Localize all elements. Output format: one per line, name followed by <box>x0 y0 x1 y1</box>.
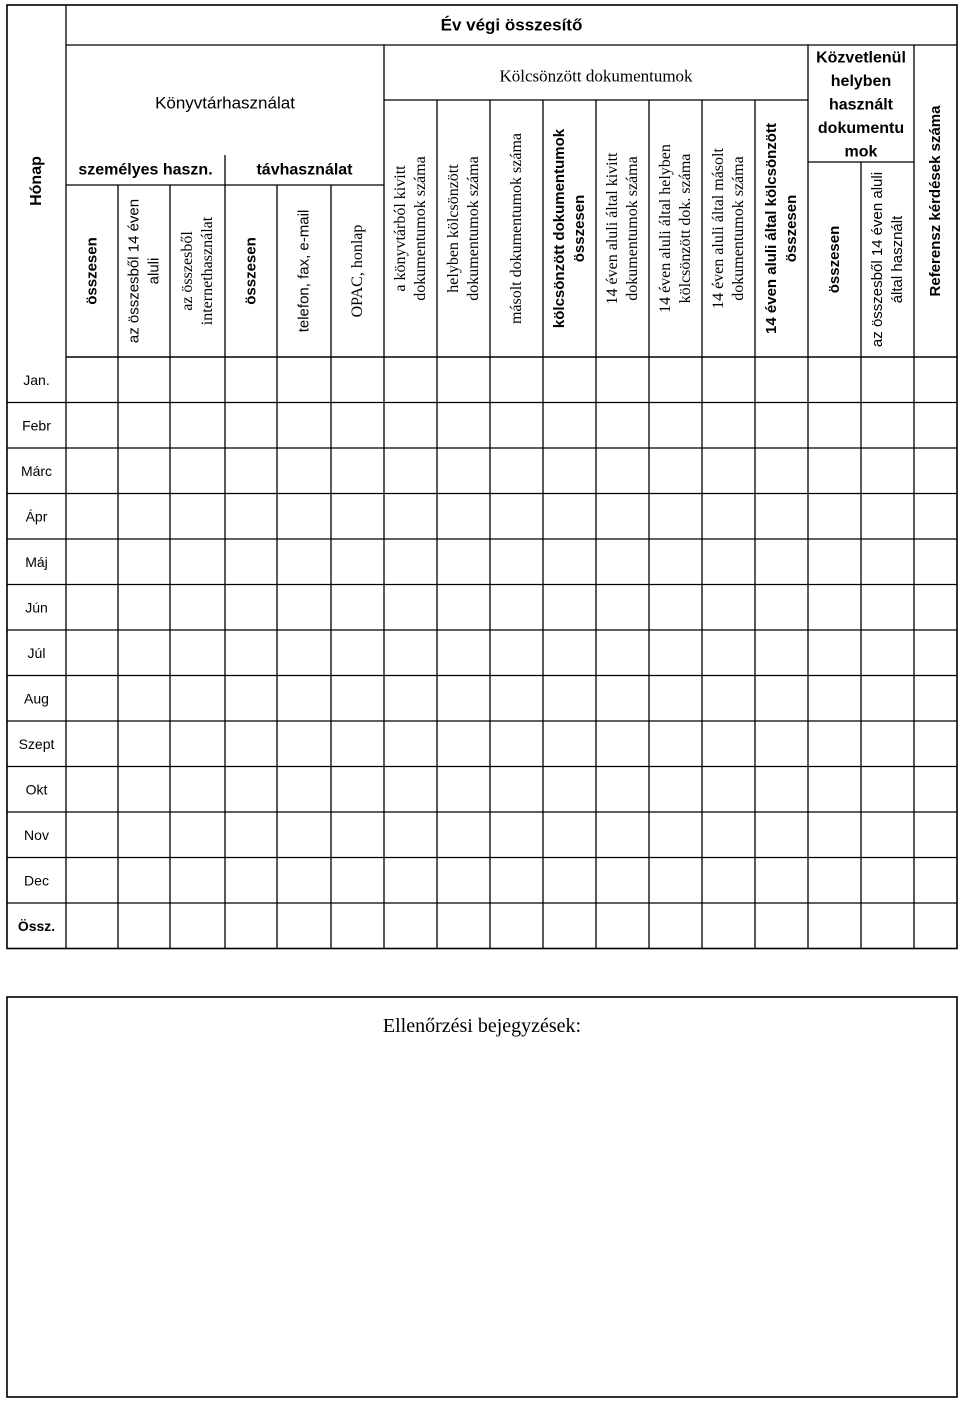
group-kozvetlenul-line: helyben <box>830 73 892 90</box>
column-header-kol-14-kivitt: 14 éven aluli által kivitt <box>604 152 621 305</box>
column-header-szem-internet: az összesből <box>179 231 196 311</box>
column-header-kol-14-masolt: dokumentumok száma <box>730 156 747 301</box>
month-label: Nov <box>24 826 49 843</box>
table-frame <box>7 5 957 949</box>
group-kozvetlenul-line: dokumentu <box>817 120 905 137</box>
group-kolcsonzott: Kölcsönzött dokumentumok <box>499 66 693 86</box>
month-label: Jan. <box>23 371 50 388</box>
column-header-kol-kivitt: dokumentumok száma <box>412 156 429 301</box>
column-header-kol-14-helyben: 14 éven aluli által helyben <box>657 144 674 313</box>
column-header-kol-kivitt: a könyvtárból kivitt <box>392 165 409 292</box>
column-header-tav-osszesen: összesen <box>242 237 260 305</box>
group-kozvetlenul-line: használt <box>828 96 894 114</box>
column-header-szem-osszesen: összesen <box>83 237 101 305</box>
group-konyvtarhasznalat: Könyvtárhasználat <box>155 93 295 113</box>
group-kozvetlenul-line: Közvetlenül <box>816 49 906 67</box>
column-header-kol-14-helyben: kölcsönzött dok. száma <box>677 153 694 304</box>
month-label: Dec <box>24 872 49 889</box>
column-header-koz-14: által használt <box>889 215 906 304</box>
month-label: Szept <box>18 735 55 752</box>
column-header-kol-helyben: helyben kölcsönzött <box>445 164 462 293</box>
month-label: Jún <box>25 599 48 616</box>
column-header-kol-14-osszesen: 14 éven aluli által kölcsönzött <box>763 123 780 334</box>
subgroup-tavhasznalat: távhasználat <box>256 161 353 179</box>
month-label: Febr <box>22 417 51 434</box>
column-header-kol-helyben: dokumentumok száma <box>465 156 482 301</box>
column-header-kol-osszesen: összesen <box>571 194 588 263</box>
subgroup-szemelyes: személyes haszn. <box>78 161 213 179</box>
column-header-kol-14-masolt: 14 éven aluli által másolt <box>710 148 727 309</box>
column-header-szem-14: az összesből 14 éven <box>125 198 143 344</box>
month-header: Hónap <box>28 156 45 206</box>
month-label: Aug <box>24 690 49 707</box>
page-title: Év végi összesítő <box>440 15 583 35</box>
month-label: Júl <box>27 644 46 661</box>
month-label: Ápr <box>25 508 48 525</box>
total-row-label: Össz. <box>17 917 56 934</box>
group-kozvetlenul-line: mok <box>844 143 878 161</box>
notes-title: Ellenőrzési bejegyzések: <box>382 1015 582 1037</box>
column-header-koz-14: az összesből 14 éven aluli <box>869 171 886 348</box>
column-header-tav-telefon: telefon, fax, e-mail <box>295 209 313 333</box>
column-header-szem-14: aluli <box>145 257 163 285</box>
column-header-referensz: Referensz kérdések száma <box>927 105 944 297</box>
column-header-tav-opac: OPAC, honlap <box>349 224 366 318</box>
month-label: Máj <box>25 553 48 570</box>
notes-box <box>7 997 957 1397</box>
column-header-koz-osszesen: összesen <box>826 225 843 294</box>
column-header-kol-osszesen: kölcsönzött dokumentumok <box>551 128 568 329</box>
column-header-szem-internet: internethasználat <box>199 216 216 326</box>
column-header-kol-14-osszesen: összesen <box>783 194 800 263</box>
column-header-kol-masolt: másolt dokumentumok száma <box>508 132 525 325</box>
month-label: Márc <box>20 462 53 479</box>
month-label: Okt <box>25 781 48 798</box>
column-header-kol-14-kivitt: dokumentumok száma <box>624 156 641 301</box>
